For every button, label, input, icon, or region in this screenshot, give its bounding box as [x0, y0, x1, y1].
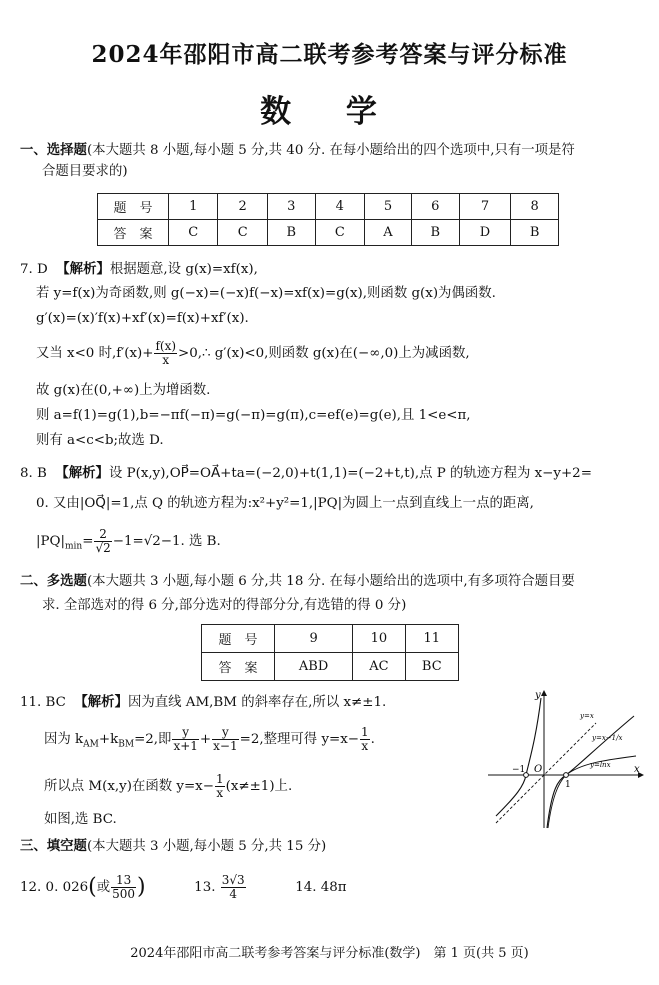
q7-tag: 【解析】 — [56, 261, 110, 277]
table-cell: 9 — [275, 625, 353, 653]
answer-12-or: 或 — [96, 880, 111, 895]
q11-head: 11. BC — [20, 695, 66, 710]
q8-text-3a: |PQ| — [36, 534, 66, 549]
fraction-denominator: x+1 — [173, 739, 198, 753]
hollow-point-one — [564, 773, 569, 778]
q11-text-2b: +k — [98, 732, 119, 747]
q11-text-1: 因为直线 AM,BM 的斜率存在,所以 x≠±1. — [127, 695, 387, 710]
table-cell: C — [315, 220, 364, 246]
table-cell: 7 — [459, 194, 511, 220]
q7-line-5: 故 g(x)在(0,+∞)上为增函数. — [36, 383, 211, 398]
y-axis-arrow — [541, 690, 547, 696]
subscript: AM — [83, 739, 99, 750]
q8-line-3: $|PQ|_{min}=$ $\frac{2}{√2}$ −1=√2−1. 选 B. — [36, 527, 221, 555]
fraction — [360, 726, 370, 753]
table-row — [98, 194, 559, 220]
q11-text-3a: 所以点 M(x,y)在函数 y=x− — [44, 779, 214, 794]
fraction — [111, 874, 136, 901]
table-cell: ABD — [275, 653, 353, 681]
table-row — [202, 653, 459, 681]
table-cell: D — [459, 220, 511, 246]
table-cell: 题 号 — [98, 194, 169, 220]
q11-text-2c: =2,即 — [134, 732, 172, 747]
q7-line-6: 则 a=f(1)=g(1),b=−πf(−π)=g(−π)=g(π),c=ef(e)=g(e),且 1<e<π, — [36, 408, 471, 423]
table-cell: B — [267, 220, 315, 246]
section3-intro — [20, 836, 326, 857]
q8-text-1: 设 P(x,y),OP⃗=OA⃗+ta=(−2,0)+t(1,1)=(−2+t,t),点 P 的轨迹方程为 x−y+2= — [108, 466, 592, 481]
fraction — [172, 726, 198, 753]
q11-line-4: 如图,选 BC. — [44, 812, 117, 827]
q8-subscript: min — [65, 541, 83, 552]
q8-line-1 — [20, 463, 592, 484]
fraction-denominator: x — [361, 739, 369, 753]
table-cell: 3 — [267, 194, 315, 220]
q7-line-7: 则有 a<c<b;故选 D. — [36, 433, 164, 448]
table-cell: AC — [353, 653, 405, 681]
table-cell: B — [511, 220, 559, 246]
q7-line-1 — [20, 259, 258, 280]
table-cell: A — [365, 220, 412, 246]
q7-text-1: 根据题意,设 g(x)=xf(x), — [109, 262, 258, 277]
q7-line-3: g′(x)=(x)′f(x)+xf′(x)=f(x)+xf′(x). — [36, 311, 249, 326]
table-cell: 1 — [169, 194, 218, 220]
fraction-numerator: 3√3 — [221, 873, 245, 887]
subject-title: 数 学 — [260, 94, 399, 130]
fraction-denominator: 4 — [229, 887, 238, 901]
q7-head: 7. D — [20, 262, 48, 277]
graph-label-lnx: y=lnx — [590, 761, 611, 769]
fraction-denominator: √2 — [95, 541, 111, 555]
section1-intro — [20, 140, 575, 161]
section2-heading: 二、多选题 — [20, 573, 87, 589]
graph-label-y-eq-x: y=x — [580, 712, 594, 720]
table-cell: C — [169, 220, 218, 246]
q11-text-2e: =2,整理可得 y=x− — [239, 732, 359, 747]
q11-line-2 — [44, 726, 375, 755]
table-row — [98, 220, 559, 246]
section1-heading: 一、选择题 — [20, 142, 87, 158]
fraction — [154, 340, 177, 367]
fraction-numerator: f(x) — [155, 339, 177, 353]
fraction — [221, 874, 246, 901]
curve-right-branch — [547, 716, 634, 828]
graph-neg-one-label: −1 — [512, 765, 526, 775]
fraction — [215, 773, 225, 800]
q7-line-4 — [36, 340, 470, 367]
q8-head: 8. B — [20, 466, 47, 481]
table-cell: 6 — [411, 194, 459, 220]
fraction-numerator: 1 — [215, 772, 224, 786]
table-cell: 8 — [511, 194, 559, 220]
section3-heading: 三、填空题 — [20, 838, 87, 854]
table-cell: 5 — [365, 194, 412, 220]
table-cell: 4 — [315, 194, 364, 220]
table-cell: 题 号 — [202, 625, 275, 653]
fraction-denominator: x — [216, 786, 224, 800]
section1-desc-cont: 合题目要求的) — [42, 164, 128, 179]
table-cell: 10 — [353, 625, 405, 653]
fraction-denominator: x — [162, 353, 170, 367]
graph-origin-label: O — [534, 764, 543, 775]
q8-line-2: 0. 又由|OQ⃗|=1,点 Q 的轨迹方程为:x²+y²=1,|PQ|为圆上一点到直线上一点的距离, — [36, 496, 534, 511]
q11-text-3b: (x≠±1)上. — [225, 779, 293, 794]
graph-one-label: 1 — [565, 780, 571, 790]
q7-text-4b: >0,∴ g′(x)<0,则函数 g(x)在(−∞,0)上为减函数, — [178, 346, 470, 361]
section2-intro — [20, 571, 575, 592]
q11-tag: 【解析】 — [74, 694, 128, 710]
q11-line-3 — [44, 773, 292, 800]
graph-x-label: x — [634, 764, 640, 775]
fraction-numerator: 2 — [94, 528, 111, 542]
q7-line-2: 若 y=f(x)为奇函数,则 g(−x)=(−x)f(−x)=xf(x)=g(x),则函数 g(x)为偶函数. — [36, 286, 496, 301]
fraction-numerator: y — [212, 726, 238, 740]
line-y-eq-x — [496, 723, 596, 823]
q11-line-1 — [20, 692, 386, 713]
q8-tag: 【解析】 — [55, 465, 109, 481]
fraction-numerator: 13 — [111, 874, 136, 888]
fraction-numerator: 1 — [361, 725, 369, 739]
section2-desc-cont: 求. 全部选对的得 6 分,部分选对的得部分分,有选错的得 0 分) — [42, 598, 407, 613]
q11-text-2f: . — [370, 732, 375, 747]
table-cell: 答 案 — [202, 653, 275, 681]
function-graph — [486, 688, 644, 830]
answer-13: 13. — [194, 880, 216, 895]
answer-table-2 — [201, 624, 459, 681]
fraction-denominator: 500 — [112, 887, 136, 901]
table-cell: C — [218, 220, 267, 246]
table-cell: 11 — [405, 625, 458, 653]
table-cell: BC — [405, 653, 458, 681]
graph-y-label: y — [535, 690, 541, 701]
answer-14: 14. 48π — [295, 880, 347, 895]
fraction-denominator: x−1 — [213, 739, 238, 753]
fraction — [94, 528, 111, 555]
q8-text-3b: −1=√2−1. 选 B. — [112, 534, 221, 549]
fraction — [212, 726, 238, 753]
graph-label-hyperbola: y=x−1/x — [592, 734, 623, 742]
subscript: BM — [118, 739, 135, 750]
q7-text-4a: 又当 x<0 时,f′(x)+ — [36, 346, 154, 361]
answer-12: 12. 0. 026 — [20, 880, 89, 895]
q11-text-2d: + — [199, 732, 212, 747]
section3-desc: (本大题共 3 小题,每小题 5 分,共 15 分) — [86, 839, 327, 854]
table-cell: B — [411, 220, 459, 246]
table-cell: 2 — [218, 194, 267, 220]
table-cell: 答 案 — [98, 220, 169, 246]
page-footer: 2024年邵阳市高二联考参考答案与评分标准(数学) 第 1 页(共 5 页) — [130, 946, 529, 961]
fraction-numerator: y — [172, 726, 198, 740]
section3-answers: 12. 0. 026(或 $\frac{13}{500}$ ) 13. $\frac{3√3}{4}$ 14. 48π — [20, 873, 347, 901]
table-row — [202, 625, 459, 653]
curve-left-branch — [496, 698, 541, 816]
q11-text-2a: 因为 k — [44, 732, 84, 747]
section2-desc: (本大题共 3 小题,每小题 6 分,共 18 分. 在每小题给出的选项中,有多项符合题目要 — [86, 574, 575, 589]
answer-table-1 — [97, 193, 559, 246]
section1-desc: (本大题共 8 小题,每小题 5 分,共 40 分. 在每小题给出的四个选项中,只有一项是符 — [86, 143, 575, 158]
page-title: 2024年邵阳市高二联考参考答案与评分标准 — [91, 41, 568, 68]
